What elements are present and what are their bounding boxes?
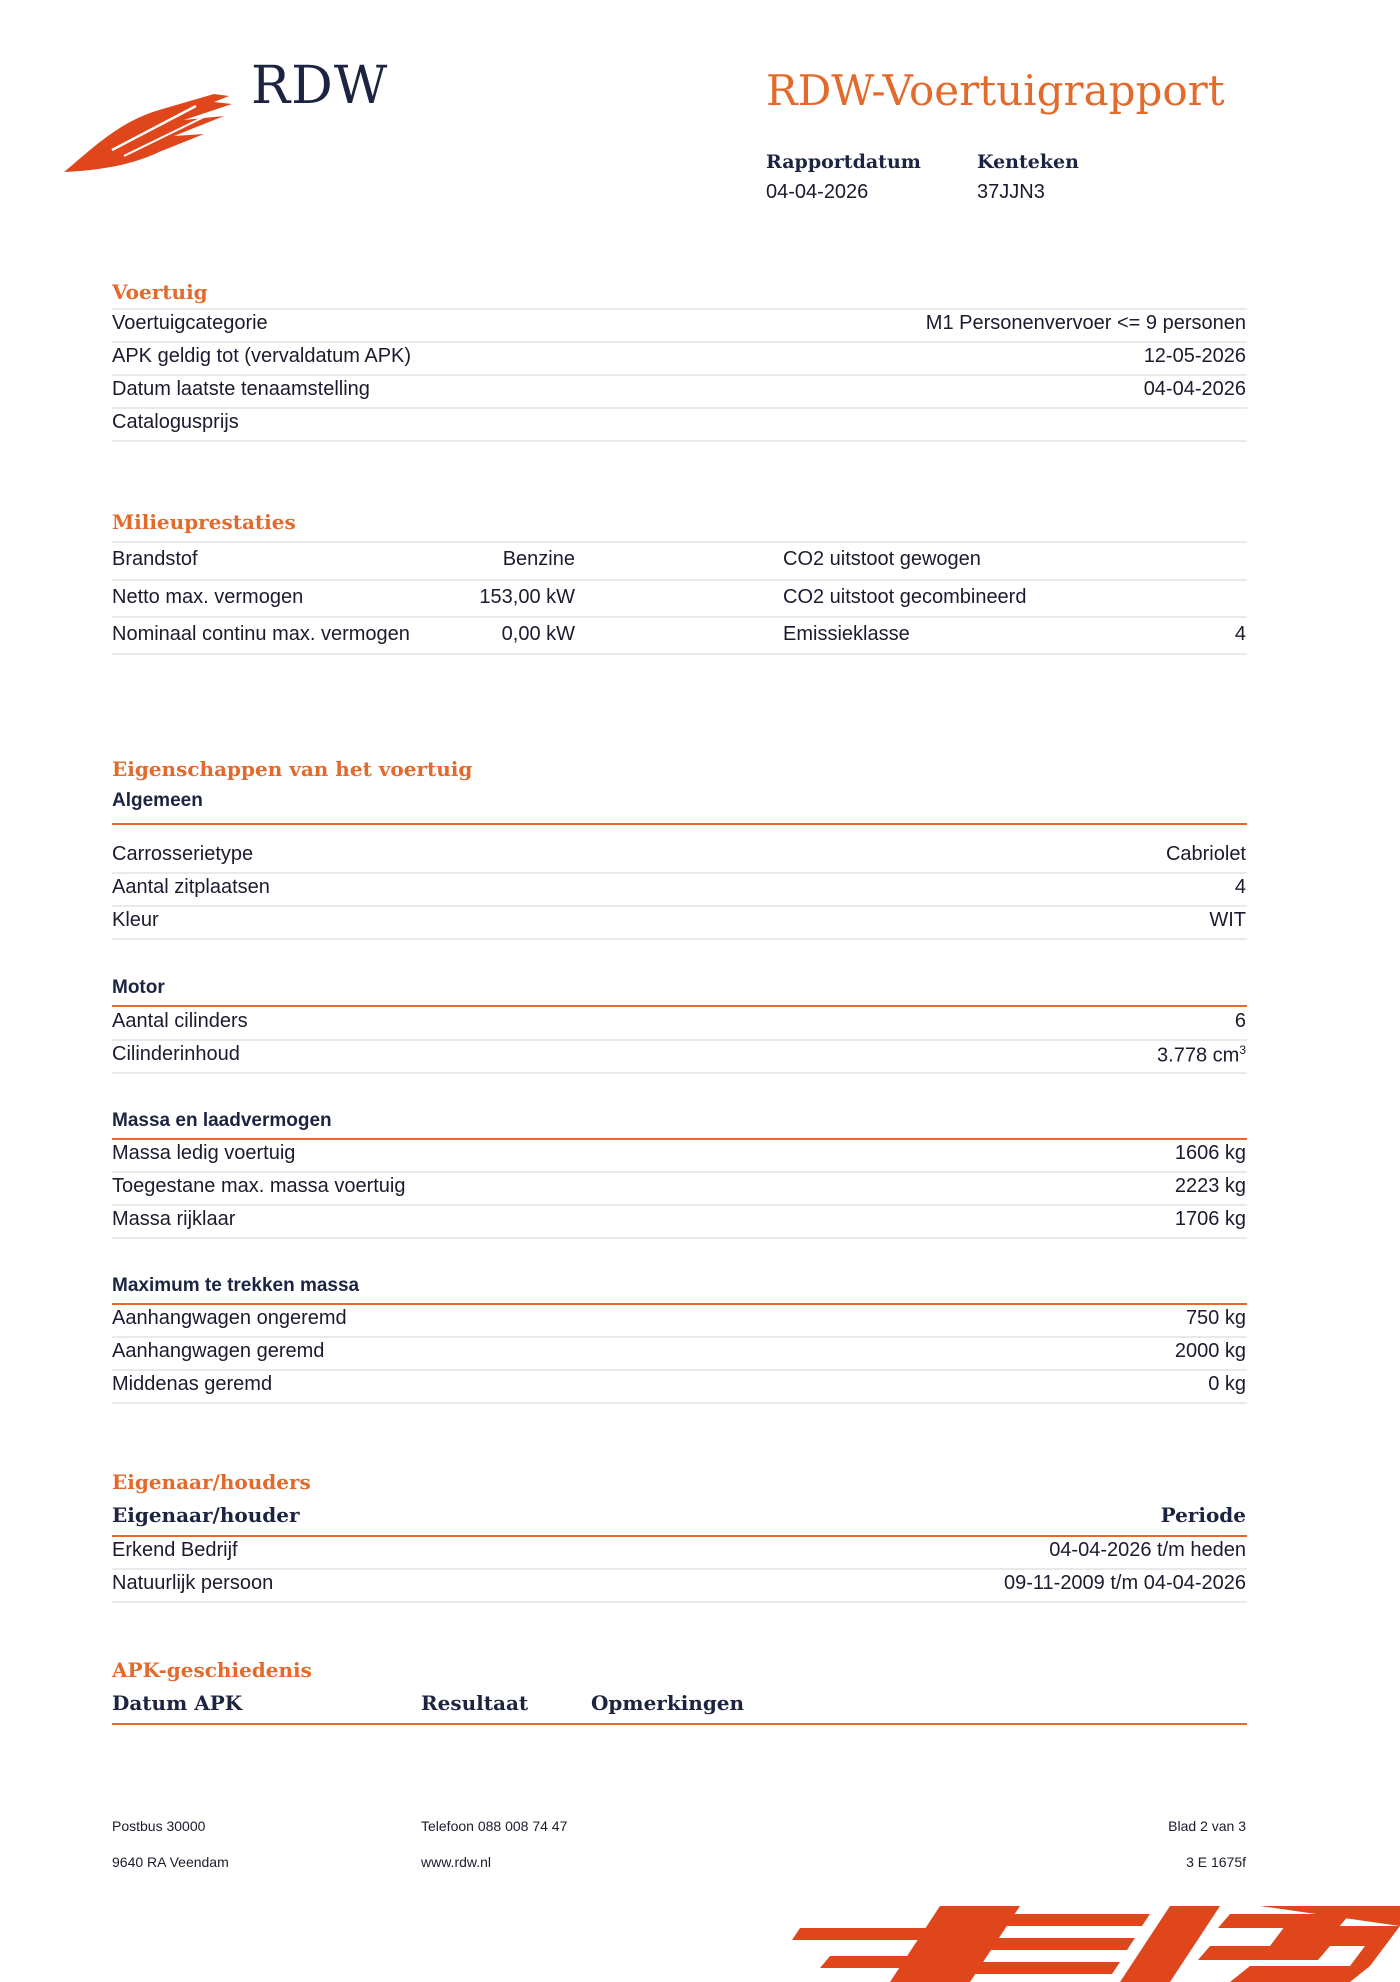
- footer-page-number: Blad 2 van 3: [1168, 1818, 1246, 1834]
- divider: [112, 308, 1247, 310]
- row-value: 09-11-2009 t/m 04-04-2026: [1003, 1572, 1246, 1594]
- row-label: Carrosserietype: [112, 843, 254, 865]
- divider: [112, 440, 1247, 442]
- column-header-datum: Datum APK: [112, 1691, 243, 1715]
- meta-value-kenteken: 37JJN3: [977, 181, 1045, 203]
- row-label: Voertuigcategorie: [112, 312, 268, 334]
- subsection-title-motor: Motor: [112, 977, 165, 998]
- row-value: 1706 kg: [1174, 1208, 1246, 1230]
- footer-address-line2: 9640 RA Veendam: [112, 1854, 229, 1870]
- divider: [112, 1535, 1247, 1537]
- divider: [112, 823, 1247, 825]
- row-label: CO2 uitstoot gewogen: [783, 548, 981, 570]
- meta-label-rapportdatum: Rapportdatum: [766, 151, 921, 173]
- row-label: APK geldig tot (vervaldatum APK): [112, 345, 412, 367]
- section-title-voertuig: Voertuig: [112, 280, 208, 304]
- divider: [112, 616, 1247, 618]
- column-header-eigenaar: Eigenaar/houder: [112, 1503, 300, 1527]
- footer-code: 3 E 1675f: [1186, 1854, 1246, 1870]
- divider: [112, 872, 1247, 874]
- divider: [112, 653, 1247, 655]
- section-title-apk: APK-geschiedenis: [112, 1658, 312, 1682]
- rdw-logo-icon: [64, 92, 234, 178]
- row-value: 2000 kg: [1174, 1340, 1246, 1362]
- row-value: 04-04-2026: [1143, 378, 1246, 400]
- row-label: Middenas geremd: [112, 1373, 273, 1395]
- divider: [112, 1005, 1247, 1007]
- divider: [112, 579, 1247, 581]
- value-text: 3.778 cm: [1157, 1044, 1240, 1067]
- divider: [112, 905, 1247, 907]
- row-value: 0 kg: [1208, 1373, 1246, 1395]
- rdw-stripes-icon: [790, 1906, 1400, 1982]
- unit-superscript: 3: [1239, 1043, 1246, 1057]
- footer-web-link[interactable]: www.rdw.nl: [421, 1854, 492, 1870]
- divider: [112, 1601, 1247, 1603]
- row-label: Aantal cilinders: [112, 1010, 248, 1032]
- report-title: RDW-Voertuigrapport: [766, 66, 1225, 115]
- divider: [112, 1568, 1247, 1570]
- divider: [112, 1402, 1247, 1404]
- divider: [112, 1723, 1247, 1725]
- row-label: Natuurlijk persoon: [112, 1572, 274, 1594]
- divider: [112, 1336, 1247, 1338]
- row-value: 2223 kg: [1174, 1175, 1246, 1197]
- row-value: 750 kg: [1185, 1307, 1246, 1329]
- divider: [112, 1303, 1247, 1305]
- divider: [112, 1171, 1247, 1173]
- row-label: Aanhangwagen ongeremd: [112, 1307, 347, 1329]
- divider: [112, 1039, 1247, 1041]
- section-title-eigenaar: Eigenaar/houders: [112, 1470, 311, 1494]
- row-value: 04-04-2026 t/m heden: [1049, 1539, 1246, 1561]
- divider: [112, 1204, 1247, 1206]
- logo-text: RDW: [251, 56, 389, 116]
- divider: [112, 407, 1247, 409]
- row-value: WIT: [1209, 909, 1246, 931]
- row-value: 4: [1234, 623, 1246, 645]
- row-label: Catalogusprijs: [112, 411, 239, 433]
- row-label: Kleur: [112, 909, 159, 931]
- row-label: Toegestane max. massa voertuig: [112, 1175, 406, 1197]
- row-value: 12-05-2026: [1143, 345, 1246, 367]
- footer-address-line1: Postbus 30000: [112, 1818, 206, 1834]
- row-value: 0,00 kW: [501, 623, 575, 645]
- row-label: Emissieklasse: [783, 623, 910, 645]
- column-header-resultaat: Resultaat: [421, 1691, 529, 1715]
- subsection-title-algemeen: Algemeen: [112, 790, 203, 811]
- row-label: CO2 uitstoot gecombineerd: [783, 586, 1027, 608]
- row-label: Datum laatste tenaamstelling: [112, 378, 370, 400]
- row-label: Brandstof: [112, 548, 198, 570]
- row-label: Cilinderinhoud: [112, 1043, 240, 1065]
- meta-label-kenteken: Kenteken: [977, 151, 1079, 173]
- column-header-periode: Periode: [1160, 1503, 1246, 1527]
- row-label: Aanhangwagen geremd: [112, 1340, 325, 1362]
- row-label: Massa ledig voertuig: [112, 1142, 296, 1164]
- row-value: 6: [1234, 1010, 1246, 1032]
- divider: [112, 374, 1247, 376]
- divider: [112, 1072, 1247, 1074]
- divider: [112, 1138, 1247, 1140]
- row-label: Netto max. vermogen: [112, 586, 304, 608]
- row-value: Cabriolet: [1165, 843, 1246, 865]
- row-value: M1 Personenvervoer <= 9 personen: [925, 312, 1246, 334]
- row-label: Nominaal continu max. vermogen: [112, 623, 410, 645]
- divider: [112, 938, 1247, 940]
- row-value: Benzine: [502, 548, 575, 570]
- meta-value-rapportdatum: 04-04-2026: [766, 181, 869, 203]
- footer-phone: Telefoon 088 008 74 47: [421, 1818, 568, 1834]
- row-value: 4: [1234, 876, 1246, 898]
- divider: [112, 1369, 1247, 1371]
- subsection-title-trekken: Maximum te trekken massa: [112, 1275, 360, 1296]
- column-header-opmerkingen: Opmerkingen: [591, 1691, 745, 1715]
- row-value: 153,00 kW: [479, 586, 575, 608]
- section-title-milieu: Milieuprestaties: [112, 510, 296, 534]
- row-label: Erkend Bedrijf: [112, 1539, 238, 1561]
- row-value: 1606 kg: [1174, 1142, 1246, 1164]
- subsection-title-massa: Massa en laadvermogen: [112, 1110, 332, 1131]
- section-title-eigenschappen: Eigenschappen van het voertuig: [112, 757, 473, 781]
- divider: [112, 1237, 1247, 1239]
- divider: [112, 541, 1247, 543]
- row-label: Massa rijklaar: [112, 1208, 236, 1230]
- row-label: Aantal zitplaatsen: [112, 876, 270, 898]
- row-value-cilinderinhoud: [1157, 1043, 1246, 1068]
- divider: [112, 341, 1247, 343]
